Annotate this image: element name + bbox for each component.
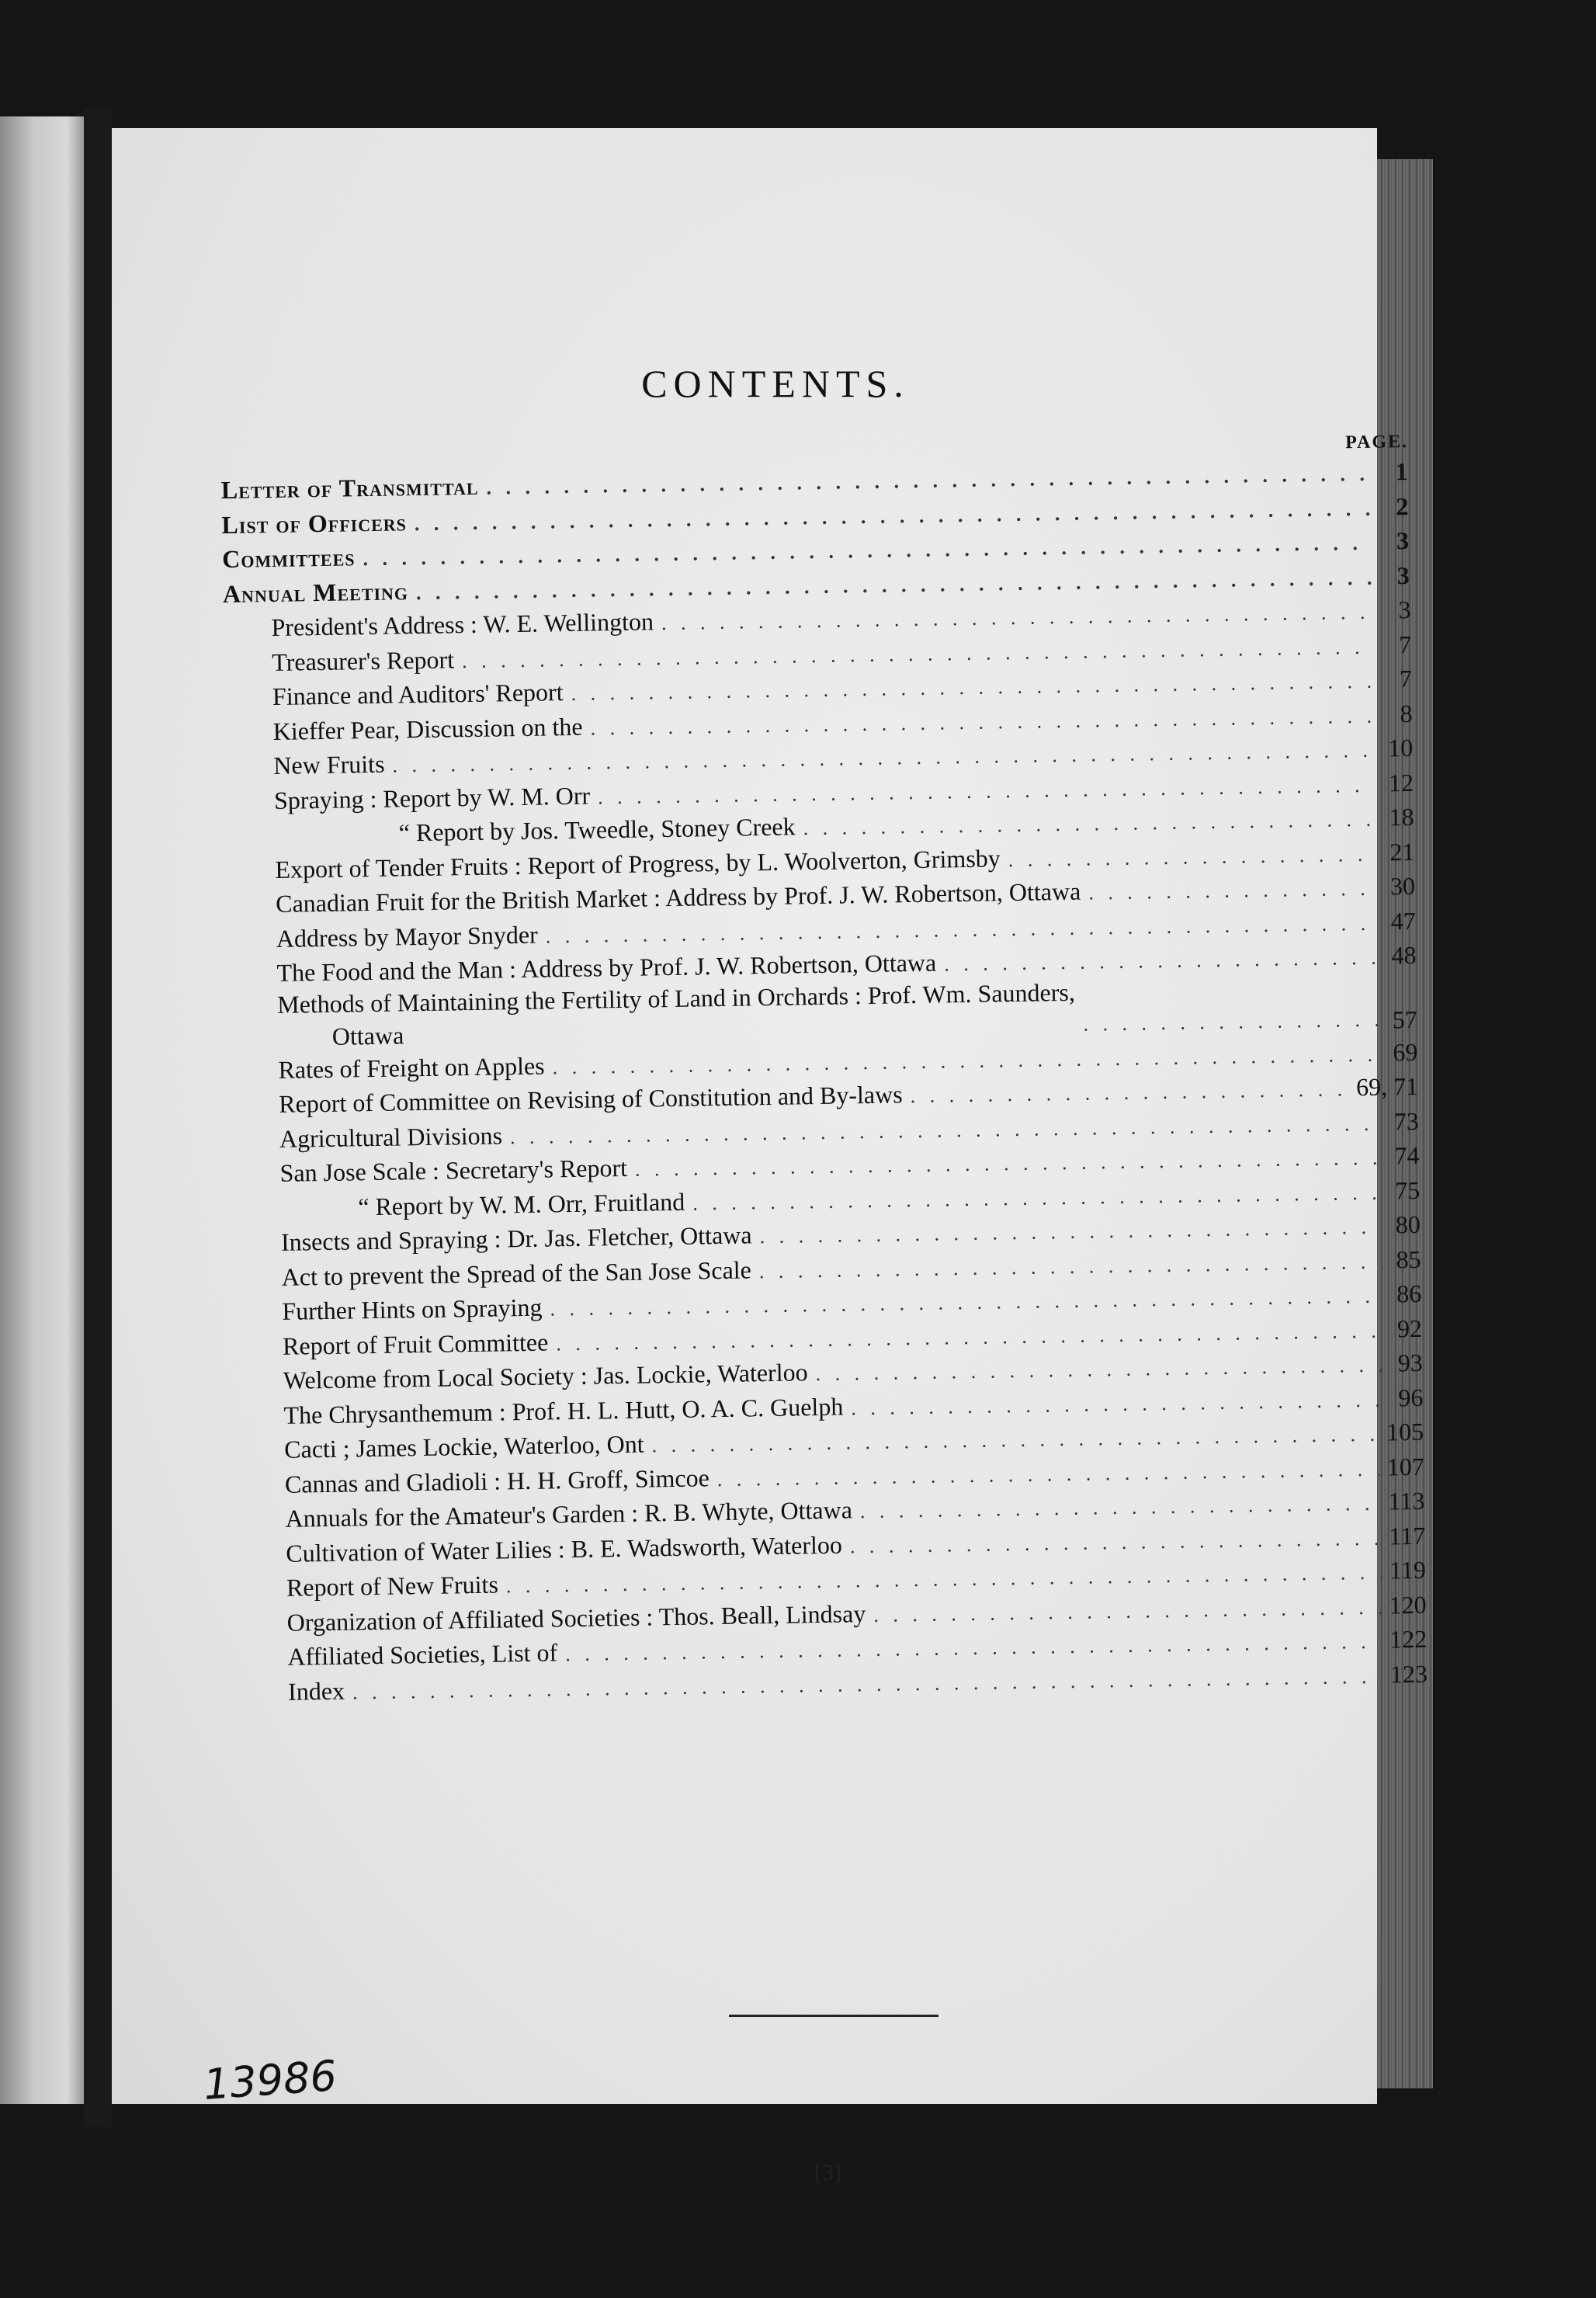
entry-title: The Food and the Man : Address by Prof. J. W. Robertson, Ottawa bbox=[276, 948, 937, 987]
entry-page-number: 120 bbox=[1389, 1590, 1427, 1619]
entry-title: Act to prevent the Spread of the San Jose Scale bbox=[281, 1255, 752, 1291]
entry-page-number: 3 bbox=[1398, 595, 1411, 624]
entry-page-number: 30 bbox=[1390, 871, 1416, 901]
entry-page-number: 96 bbox=[1398, 1383, 1424, 1411]
entry-title: Insects and Spraying : Dr. Jas. Fletcher, Ottawa bbox=[280, 1220, 752, 1256]
page-number: [3] bbox=[814, 2160, 841, 2185]
entry-title: Treasurer's Report bbox=[272, 644, 455, 676]
left-page-edge bbox=[0, 116, 84, 2104]
entry-page-number: 74 bbox=[1394, 1140, 1420, 1170]
entry-page-number: 69, 71 bbox=[1355, 1071, 1419, 1102]
entry-page-number: 10 bbox=[1387, 733, 1414, 762]
entry-title: New Fruits bbox=[273, 749, 385, 779]
entry-title: Agricultural Divisions bbox=[279, 1120, 503, 1153]
entry-title: Committees bbox=[221, 543, 356, 573]
entry-title: President's Address : W. E. Wellington bbox=[271, 607, 654, 641]
entry-page-number: 119 bbox=[1389, 1555, 1427, 1585]
page-title: CONTENTS. bbox=[641, 362, 910, 405]
entry-page-number: 48 bbox=[1391, 940, 1417, 970]
dot-leader bbox=[1083, 1003, 1379, 1040]
entry-title: Spraying : Report by W. M. Orr bbox=[273, 781, 591, 814]
entry-page-number: 3 bbox=[1396, 526, 1410, 555]
entry-page-number: 86 bbox=[1396, 1279, 1422, 1308]
entry-title: San Jose Scale : Secretary's Report bbox=[279, 1153, 628, 1187]
entry-title: “ Report by Jos. Tweedle, Stoney Creek bbox=[398, 812, 796, 847]
entry-page-number: 105 bbox=[1386, 1417, 1424, 1446]
entry-title: Letter of Transmittal bbox=[220, 471, 479, 504]
entry-title: Further Hints on Spraying bbox=[282, 1293, 543, 1325]
entry-title: Cacti ; James Lockie, Waterloo, Ont bbox=[283, 1429, 644, 1463]
entry-title: Canadian Fruit for the British Market : Address by Prof. J. W. Robertson, Ottawa bbox=[275, 877, 1081, 918]
entry-title: Welcome from Local Society : Jas. Lockie, Waterloo bbox=[283, 1358, 808, 1394]
entry-page-number: 85 bbox=[1396, 1244, 1421, 1273]
entry-page-number: 3 bbox=[1396, 561, 1410, 589]
entry-title: The Chrysanthemum : Prof. H. L. Hutt, O. A. C. Guelph bbox=[283, 1392, 844, 1429]
dot-leader bbox=[1088, 873, 1376, 910]
contents-list bbox=[220, 432, 1428, 1710]
entry-page-number: 73 bbox=[1393, 1106, 1420, 1135]
entry-page-number: 21 bbox=[1390, 837, 1415, 866]
entry-page-number: 107 bbox=[1386, 1452, 1425, 1481]
entry-page-number: 7 bbox=[1398, 630, 1412, 658]
entry-page-number: 47 bbox=[1390, 906, 1416, 935]
entry-page-number: 18 bbox=[1389, 802, 1414, 831]
page-column-label: PAGE. bbox=[1344, 431, 1409, 453]
entry-title: Report of New Fruits bbox=[286, 1570, 499, 1602]
contents-rows bbox=[220, 455, 1428, 1710]
entry-title: Annuals for the Amateur's Garden : R. B. Whyte, Ottawa bbox=[285, 1495, 853, 1533]
closing-rule bbox=[729, 2015, 939, 2017]
entry-page-number: 117 bbox=[1389, 1521, 1426, 1550]
entry-title: Rates of Freight on Apples bbox=[278, 1051, 545, 1084]
entry-title: Index bbox=[287, 1676, 345, 1706]
entry-title: Annual Meeting bbox=[222, 576, 409, 608]
entry-page-number: 69 bbox=[1393, 1037, 1418, 1066]
entry-page-number: 8 bbox=[1400, 699, 1413, 727]
book-gutter bbox=[84, 109, 112, 2127]
entry-page-number: 123 bbox=[1390, 1659, 1428, 1689]
entry-title: List of Officers bbox=[221, 507, 408, 539]
entry-page-number: 2 bbox=[1396, 491, 1410, 520]
entry-page-number: 57 bbox=[1392, 1005, 1417, 1033]
entry-title bbox=[277, 975, 1076, 1053]
entry-title: “ Report by W. M. Orr, Fruitland bbox=[358, 1187, 685, 1220]
entry-page-number: 1 bbox=[1395, 456, 1409, 486]
entry-title: Kieffer Pear, Discussion on the bbox=[272, 712, 583, 745]
entry-title: Report of Fruit Committee bbox=[282, 1328, 549, 1360]
entry-page-number: 7 bbox=[1399, 664, 1413, 693]
entry-page-number: 12 bbox=[1388, 768, 1414, 797]
entry-title: Finance and Auditors' Report bbox=[272, 678, 564, 710]
entry-title: Cultivation of Water Lilies : B. E. Wadsworth, Waterloo bbox=[286, 1530, 843, 1567]
entry-title: Address by Mayor Snyder bbox=[276, 920, 538, 953]
entry-title: Affiliated Societies, List of bbox=[287, 1638, 558, 1671]
entry-page-number: 113 bbox=[1388, 1486, 1425, 1515]
book-page bbox=[112, 128, 1428, 2185]
entry-page-number: 80 bbox=[1395, 1210, 1421, 1239]
entry-title: Report of Committee on Revising of Constitution and By-laws bbox=[278, 1080, 903, 1118]
entry-title-line-2: Ottawa bbox=[331, 1020, 404, 1050]
entry-title-line-1: Methods of Maintaining the Fertility of Land in Orchards : Prof. Wm. Saunders, bbox=[276, 977, 1076, 1019]
entry-page-number: 93 bbox=[1397, 1348, 1423, 1377]
handwritten-archive-number: 13986 bbox=[202, 2051, 338, 2109]
entry-title: Export of Tender Fruits : Report of Progress, by L. Woolverton, Grimsby bbox=[275, 843, 1001, 883]
entry-page-number: 92 bbox=[1396, 1314, 1423, 1342]
entry-title: Cannas and Gladioli : H. H. Groff, Simcoe bbox=[284, 1463, 710, 1498]
entry-title: Organization of Affiliated Societies : Thos. Beall, Lindsay bbox=[286, 1599, 866, 1637]
entry-page-number: 75 bbox=[1394, 1175, 1421, 1204]
entry-page-number: 122 bbox=[1389, 1624, 1428, 1654]
